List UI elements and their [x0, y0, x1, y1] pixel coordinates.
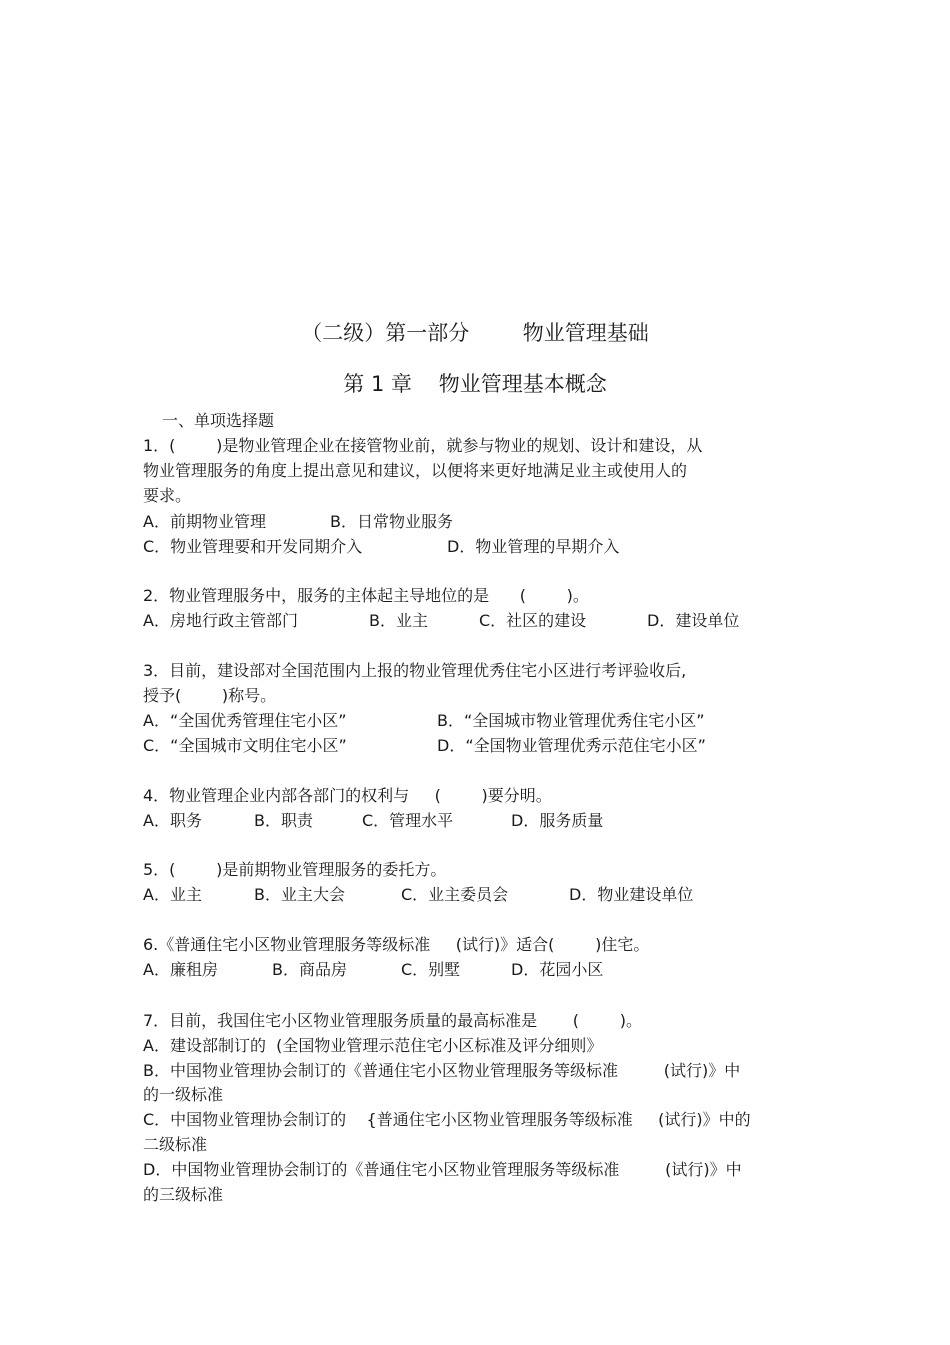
option-a: A．房地行政主管部门: [143, 611, 298, 630]
option-a: A．前期物业管理: [143, 512, 266, 531]
question-stem-line: 授予( )称号。: [143, 686, 277, 705]
option-c: C．别墅: [401, 960, 461, 979]
option-b: B．业主大会: [254, 885, 345, 904]
option-b: B．业主: [369, 611, 428, 630]
option-d: D．物业管理的早期介入: [447, 537, 620, 556]
question-stem-line: 6.《普通住宅小区物业管理服务等级标准 (试行)》适合( )住宅。: [143, 935, 650, 954]
question-stem-line: 2．物业管理服务中，服务的主体起主导地位的是 ( )。: [143, 586, 589, 605]
option-c: C．物业管理要和开发同期介入: [143, 537, 363, 556]
option-c: C．管理水平: [362, 811, 454, 830]
option-b: B．职责: [254, 811, 313, 830]
chapter-title: 第 1 章 物业管理基本概念: [343, 372, 607, 396]
question-stem-line: 5．( )是前期物业管理服务的委托方。: [143, 860, 447, 879]
question-stem-line: 7．目前，我国住宅小区物业管理服务质量的最高标准是 ( )。: [143, 1011, 642, 1030]
option-b-continued: 的一级标准: [143, 1085, 224, 1104]
option-b: B．中国物业管理协会制订的《普通住宅小区物业管理服务等级标准 (试行)》中: [143, 1061, 741, 1080]
option-d-continued: 的三级标准: [143, 1185, 224, 1204]
option-c: C．“全国城市文明住宅小区”: [143, 736, 347, 755]
option-c-continued: 二级标准: [143, 1135, 208, 1154]
question-stem-line: 4．物业管理企业内部各部门的权利与 ( )要分明。: [143, 786, 552, 805]
option-b: B．日常物业服务: [330, 512, 453, 531]
option-a: A．职务: [143, 811, 202, 830]
option-d: D．建设单位: [647, 611, 740, 630]
section-heading: 一、单项选择题: [162, 411, 275, 430]
option-a: A．“全国优秀管理住宅小区”: [143, 711, 347, 730]
option-b: B．商品房: [272, 960, 347, 979]
option-d: D．“全国物业管理优秀示范住宅小区”: [437, 736, 706, 755]
question-stem-line: 要求。: [143, 486, 192, 505]
option-b: B．“全国城市物业管理优秀住宅小区”: [437, 711, 705, 730]
part-title: （二级）第一部分 物业管理基础: [301, 321, 649, 345]
option-a: A．廉租房: [143, 960, 218, 979]
option-c: C．业主委员会: [401, 885, 509, 904]
question-stem-line: 物业管理服务的角度上提出意见和建议，以便将来更好地满足业主或使用人的: [143, 461, 688, 480]
question-stem-line: 3．目前，建设部对全国范围内上报的物业管理优秀住宅小区进行考评验收后,: [143, 661, 687, 680]
option-d: D．物业建设单位: [569, 885, 694, 904]
option-d: D．中国物业管理协会制订的《普通住宅小区物业管理服务等级标准 (试行)》中: [143, 1160, 742, 1179]
option-c: C．社区的建设: [479, 611, 587, 630]
option-a: A．业主: [143, 885, 202, 904]
option-c: C．中国物业管理协会制订的 {普通住宅小区物业管理服务等级标准 (试行)》中的: [143, 1110, 751, 1129]
option-d: D．花园小区: [511, 960, 604, 979]
question-stem-line: 1．( )是物业管理企业在接管物业前，就参与物业的规划、设计和建设，从: [143, 436, 703, 455]
option-d: D．服务质量: [511, 811, 604, 830]
option-a: A．建设部制订的 (全国物业管理示范住宅小区标准及评分细则》: [143, 1036, 603, 1055]
